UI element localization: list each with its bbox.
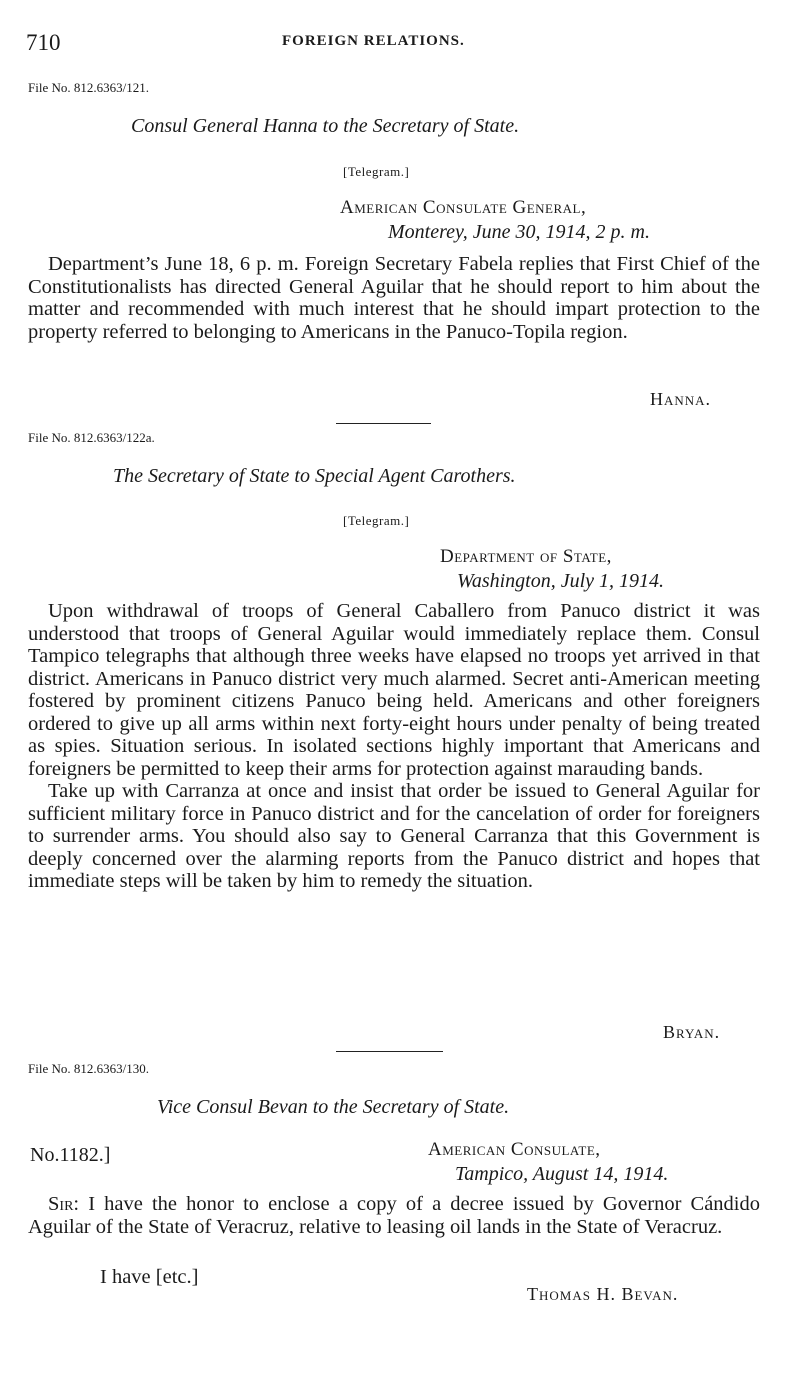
paragraph: Upon withdrawal of troops of General Caballero from Panuco district it was understood that troops of General Aguilar would immediately replace them. Consul Tampico telegraphs that although three weeks have elapsed no troops yet arrived in that district. Americans in Panuco district very much alarmed. Secret anti-American meeting fostered by prominent citizens Panuco being held. Americans and other foreigners ordered to give up all arms within next forty-eight hours under penalty of being treated as spies. Situation serious. In isolated sections highly important that Americans and foreigners be permitted to keep their arms for protection against marauding bands. bbox=[28, 600, 760, 780]
paragraph-text: : I have the honor to enclose a copy of a decree issued by Governor Cándido Aguilar of the State of Veracruz, relative to leasing oil lands in the State of Veracruz. bbox=[28, 1193, 760, 1238]
document-heading: Vice Consul Bevan to the Secretary of State. bbox=[157, 1096, 510, 1118]
signature: Bryan. bbox=[663, 1022, 721, 1042]
paragraph: Department’s June 18, 6 p. m. Foreign Secretary Fabela replies that First Chief of the Constitutionalists has directed General Aguilar that he should report to him about the matter and recommended with much interest that he should impart protection to the property referred to belonging to Americans in the Panuco-Topila region. bbox=[28, 253, 760, 343]
message-body bbox=[28, 253, 760, 343]
place-date: Tampico, August 14, 1914. bbox=[455, 1163, 669, 1185]
telegram-note: [Telegram.] bbox=[343, 164, 410, 179]
closing: I have [etc.] bbox=[100, 1266, 199, 1288]
section-divider bbox=[336, 423, 431, 424]
running-title: FOREIGN RELATIONS. bbox=[282, 33, 465, 49]
place-date: Washington, July 1, 1914. bbox=[457, 570, 665, 592]
sender-office: American Consulate General, bbox=[340, 197, 587, 218]
file-number: File No. 812.6363/122a. bbox=[28, 430, 155, 445]
message-body bbox=[28, 1193, 760, 1238]
paragraph bbox=[28, 1193, 760, 1238]
despatch-number: No.1182.] bbox=[30, 1144, 111, 1166]
paragraph: Take up with Carranza at once and insist that order be issued to General Aguilar for sufficient military force in Panuco district and for the cancelation of order for foreigners to surrender arms. You should also say to General Carranza that this Government is deeply concerned over the alarming reports from the Panuco district and hopes that immediate steps will be taken by him to remedy the situation. bbox=[28, 780, 760, 892]
file-number: File No. 812.6363/130. bbox=[28, 1061, 149, 1076]
message-body bbox=[28, 600, 760, 893]
salutation: Sir bbox=[48, 1193, 74, 1215]
telegram-note: [Telegram.] bbox=[343, 513, 410, 528]
file-number: File No. 812.6363/121. bbox=[28, 80, 149, 95]
sender-office: Department of State, bbox=[440, 546, 612, 567]
place-date: Monterey, June 30, 1914, 2 p. m. bbox=[388, 221, 650, 243]
signature: Hanna. bbox=[650, 389, 712, 409]
document-heading: Consul General Hanna to the Secretary of State. bbox=[131, 115, 520, 137]
sender-office: American Consulate, bbox=[428, 1139, 601, 1160]
page-number: 710 bbox=[26, 30, 61, 55]
section-divider bbox=[336, 1051, 443, 1052]
document-heading: The Secretary of State to Special Agent Carothers. bbox=[113, 465, 516, 487]
signature: Thomas H. Bevan. bbox=[527, 1284, 679, 1304]
